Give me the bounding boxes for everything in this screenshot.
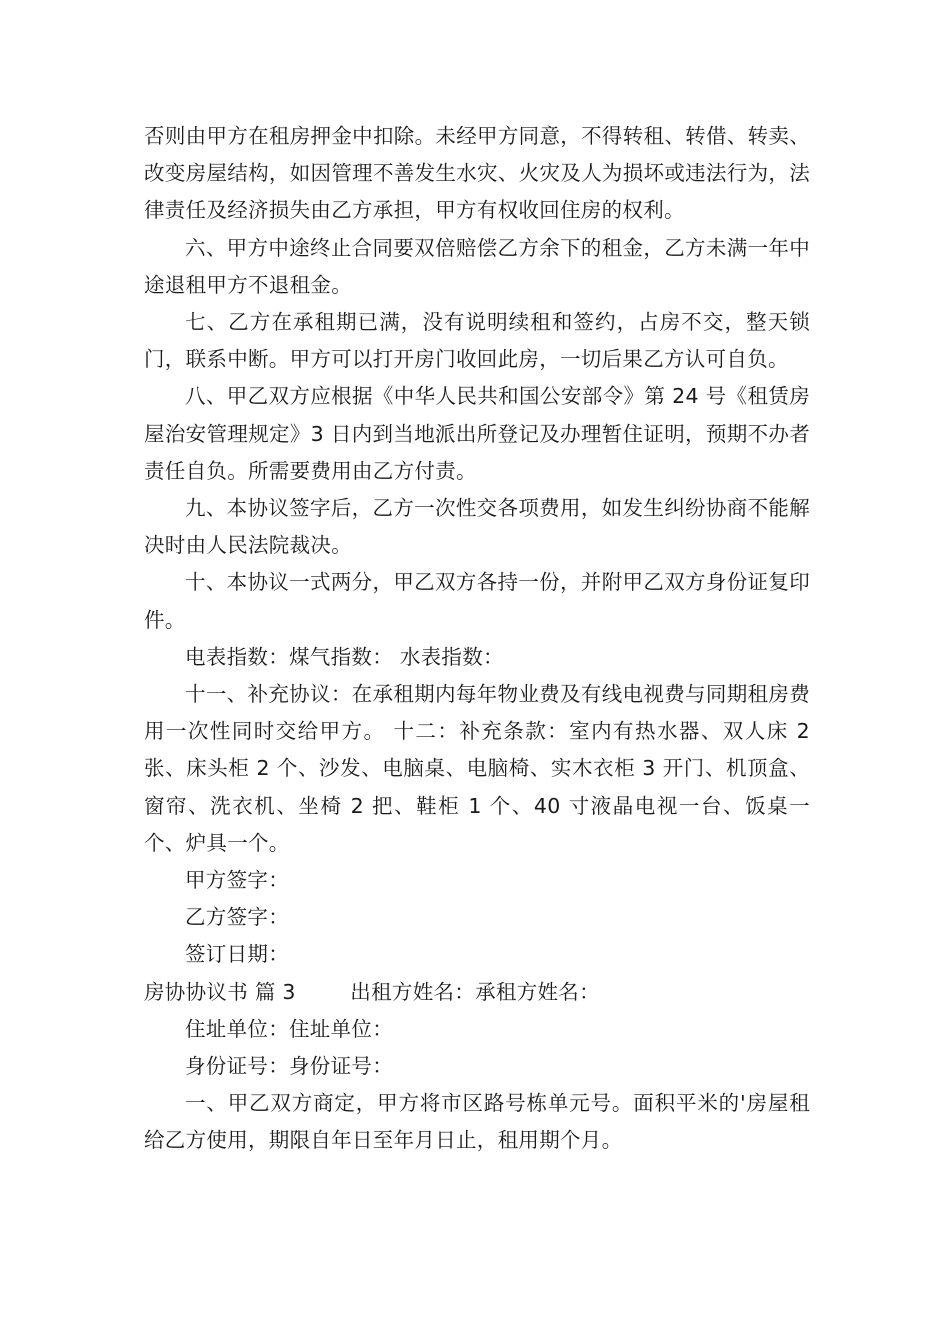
paragraph-clause-6: 六、甲方中途终止合同要双倍赔偿乙方余下的租金，乙方未满一年中途退租甲方不退租金。 xyxy=(144,235,810,297)
party-b-signature-line: 乙方签字： xyxy=(185,905,289,930)
id-number-line: 身份证号：身份证号： xyxy=(185,1054,393,1079)
paragraph-continuation: 否则由甲方在租房押金中扣除。未经甲方同意，不得转租、转借、转卖、改变房屋结构，如因管理不善发生水灾、火灾及人为损坏或违法行为，法律责任及经济损失由乙方承担，甲方有权收回住房的权利。 xyxy=(144,124,810,223)
signing-date-line: 签订日期： xyxy=(185,942,289,967)
section-heading-article-3: 房协协议书 篇 3 出租方姓名：承租方姓名： xyxy=(144,979,600,1004)
paragraph-clause-1: 一、甲乙双方商定，甲方将市区路号栋单元号。面积平米的'房屋租给乙方使用，期限自年日至年月日止，租用期个月。 xyxy=(144,1091,810,1153)
paragraph-clause-11-12: 十一、补充协议：在承租期内每年物业费及有线电视费与同期租房费用一次性同时交给甲方。 十二：补充条款：室内有热水器、双人床 2 张、床头柜 2 个、沙发、电脑桌、电脑椅、实木衣柜 3 开门、机顶盒、窗帘、洗衣机、坐椅 2 把、鞋柜 1 个、40 寸液晶电视一台、饭桌一个、炉具一个。 xyxy=(144,682,810,855)
paragraph-clause-7: 七、乙方在承租期已满，没有说明续租和签约，占房不交，整天锁门，联系中断。甲方可以打开房门收回此房，一切后果乙方认可自负。 xyxy=(144,310,810,372)
paragraph-clause-10: 十、本协议一式两分，甲乙双方各持一份，并附甲乙双方身份证复印件。 xyxy=(144,570,810,632)
address-line: 住址单位：住址单位： xyxy=(185,1016,393,1041)
paragraph-clause-9: 九、本协议签字后，乙方一次性交各项费用，如发生纠纷协商不能解决时由人民法院裁决。 xyxy=(144,496,810,558)
party-a-signature-line: 甲方签字： xyxy=(185,868,289,893)
document-body xyxy=(144,118,810,1160)
meter-readings-line: 电表指数：煤气指数： 水表指数： xyxy=(185,644,504,669)
paragraph-clause-8: 八、甲乙双方应根据《中华人民共和国公安部令》第 24 号《租赁房屋治安管理规定》3 日内到当地派出所登记及办理暂住证明，预期不办者责任自负。所需要费用由乙方付责。 xyxy=(144,384,810,483)
